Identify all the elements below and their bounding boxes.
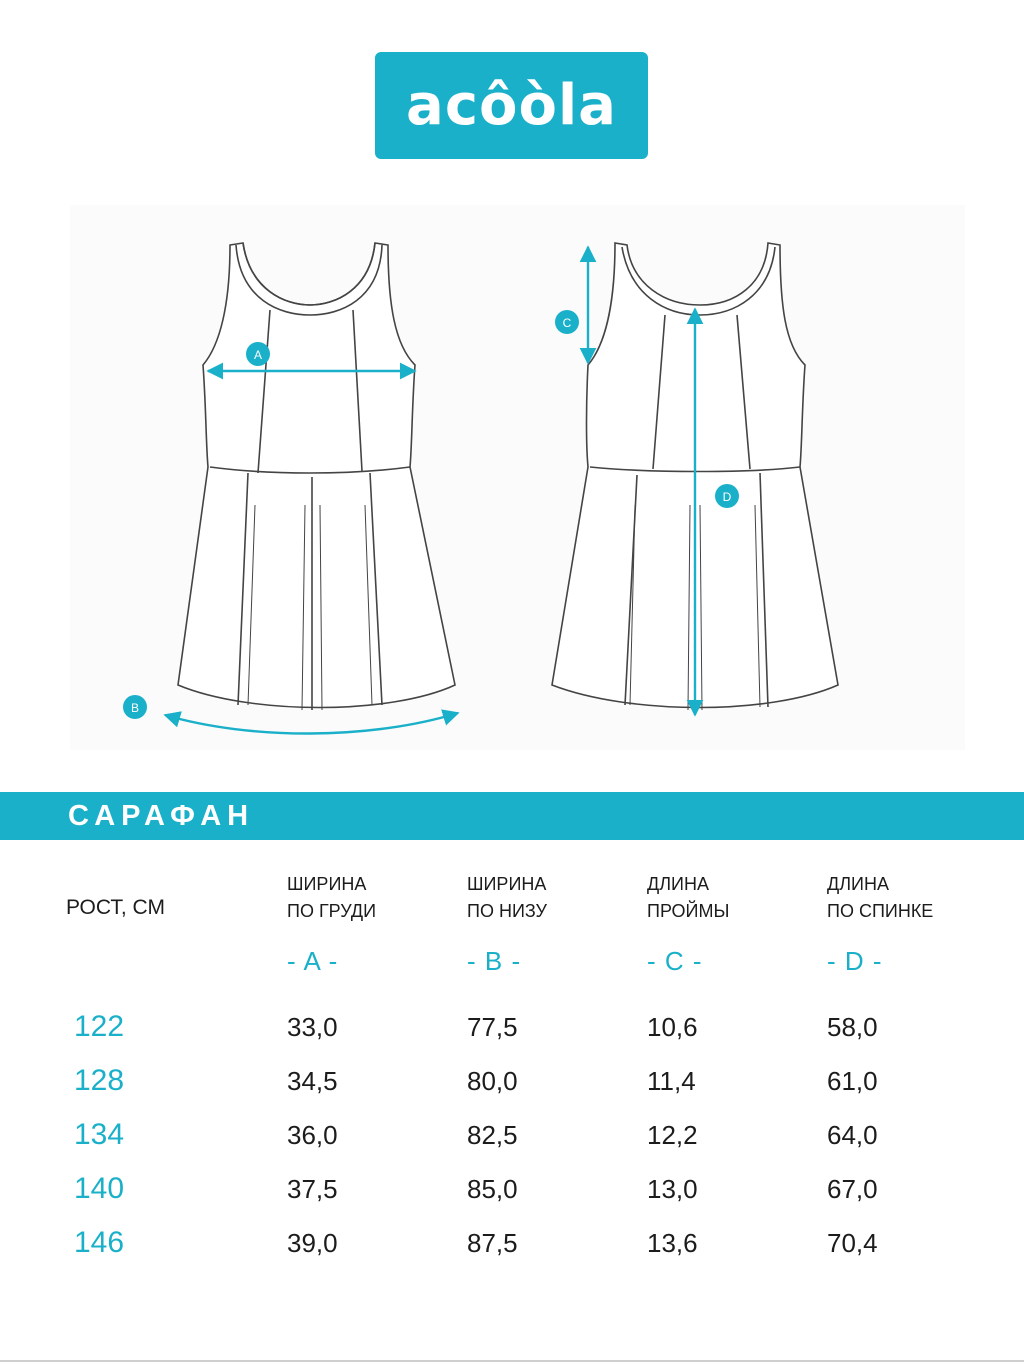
cell-armhole-length: 11,4 <box>647 1066 696 1096</box>
cell-hem-width: 80,0 <box>467 1066 518 1096</box>
product-title: САРАФАН <box>68 800 255 832</box>
label-c-text: C <box>562 316 572 330</box>
column-header-c <box>647 871 729 925</box>
column-header-c-line2: ПРОЙМЫ <box>647 901 730 921</box>
cell-chest-width: 36,0 <box>287 1120 338 1150</box>
cell-hem-width: 85,0 <box>467 1174 518 1204</box>
column-header-d-line2: ПО СПИНКЕ <box>827 901 934 921</box>
front-view <box>178 243 455 710</box>
table-row <box>0 1116 1024 1170</box>
column-code-a: - A - <box>287 946 339 976</box>
cell-chest-width: 37,5 <box>287 1174 338 1204</box>
column-header-a-line1: ШИРИНА <box>287 874 367 894</box>
column-header-c-line1: ДЛИНА <box>647 874 709 894</box>
column-code-c: - C - <box>647 946 703 976</box>
size-table-body <box>0 1008 1024 1278</box>
cell-armhole-length: 10,6 <box>647 1012 698 1042</box>
garment-drawing <box>70 205 965 750</box>
row-height: 140 <box>74 1172 125 1205</box>
cell-back-length: 58,0 <box>827 1012 878 1042</box>
column-code-d: - D - <box>827 946 883 976</box>
table-row <box>0 1224 1024 1278</box>
table-row <box>0 1008 1024 1062</box>
column-header-d-line1: ДЛИНА <box>827 874 889 894</box>
cell-hem-width: 77,5 <box>467 1012 518 1042</box>
height-column-header: РОСТ, СМ <box>66 896 165 919</box>
table-row <box>0 1062 1024 1116</box>
cell-back-length: 61,0 <box>827 1066 878 1096</box>
cell-hem-width: 82,5 <box>467 1120 518 1150</box>
brand-logo-text: acôòla <box>406 72 617 138</box>
column-header-a-line2: ПО ГРУДИ <box>287 901 377 921</box>
row-height: 122 <box>74 1010 125 1043</box>
column-header-a <box>287 871 376 925</box>
garment-diagram <box>70 205 965 750</box>
cell-chest-width: 39,0 <box>287 1228 338 1258</box>
label-d-text: D <box>722 490 732 504</box>
cell-chest-width: 34,5 <box>287 1066 338 1096</box>
row-height: 146 <box>74 1226 125 1259</box>
measure-b-line <box>165 713 458 734</box>
cell-armhole-length: 12,2 <box>647 1120 698 1150</box>
cell-hem-width: 87,5 <box>467 1228 518 1258</box>
product-title-band <box>0 792 1024 840</box>
label-a-text: A <box>253 348 263 362</box>
cell-chest-width: 33,0 <box>287 1012 338 1042</box>
row-height: 134 <box>74 1118 125 1151</box>
row-height: 128 <box>74 1064 125 1097</box>
brand-logo <box>375 52 648 159</box>
column-header-b-line2: ПО НИЗУ <box>467 901 547 921</box>
cell-back-length: 67,0 <box>827 1174 878 1204</box>
column-header-d <box>827 871 933 925</box>
column-header-b <box>467 871 547 925</box>
bottom-divider <box>0 1360 1024 1362</box>
table-row <box>0 1170 1024 1224</box>
cell-back-length: 64,0 <box>827 1120 878 1150</box>
cell-armhole-length: 13,0 <box>647 1174 698 1204</box>
cell-back-length: 70,4 <box>827 1228 878 1258</box>
label-b-text: B <box>130 701 140 715</box>
column-header-b-line1: ШИРИНА <box>467 874 547 894</box>
cell-armhole-length: 13,6 <box>647 1228 698 1258</box>
column-code-b: - B - <box>467 946 522 976</box>
